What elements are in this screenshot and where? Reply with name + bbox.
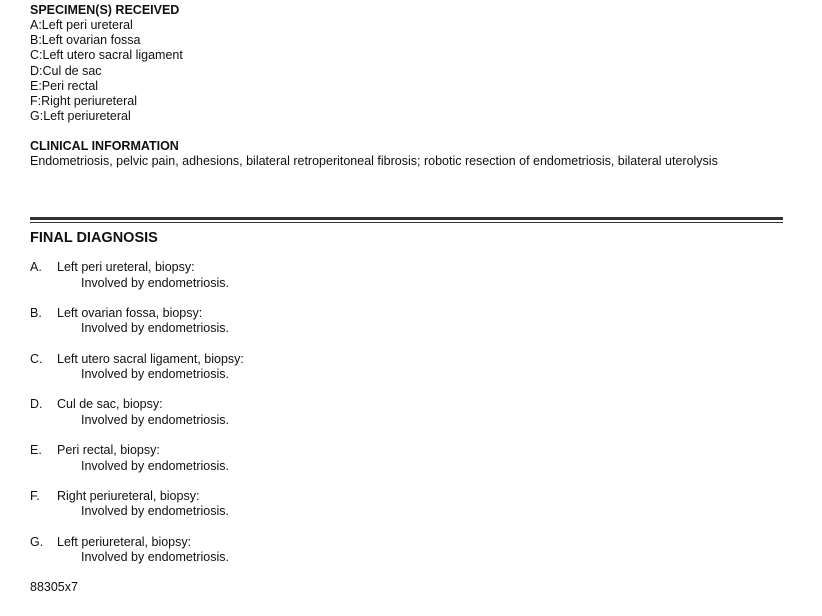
- diagnosis-letter: G.: [30, 534, 44, 549]
- diagnosis-result: Involved by endometriosis.: [81, 412, 229, 427]
- diagnosis-result: Involved by endometriosis.: [81, 321, 229, 336]
- diagnosis-site: Left peri ureteral, biopsy:: [57, 260, 195, 274]
- diagnosis-letter: D.: [30, 397, 43, 412]
- specimen-item: D:Cul de sac: [30, 63, 102, 78]
- diagnosis-letter: B.: [30, 305, 42, 320]
- billing-code: 88305x7: [30, 580, 78, 594]
- diagnosis-result: Involved by endometriosis.: [81, 504, 229, 519]
- specimen-item: C:Left utero sacral ligament: [30, 48, 183, 63]
- diagnosis-result: Involved by endometriosis.: [81, 458, 229, 473]
- section-divider: [30, 217, 783, 223]
- specimens-heading: SPECIMEN(S) RECEIVED: [30, 3, 180, 17]
- specimen-item: G:Left periureteral: [30, 109, 131, 124]
- final-diagnosis-heading: FINAL DIAGNOSIS: [30, 230, 158, 246]
- specimen-item: F:Right periureteral: [30, 94, 137, 109]
- diagnosis-letter: C.: [30, 351, 43, 366]
- diagnosis-result: Involved by endometriosis.: [81, 550, 229, 565]
- diagnosis-letter: E.: [30, 443, 42, 458]
- specimen-item: B:Left ovarian fossa: [30, 33, 141, 48]
- diagnosis-letter: F.: [30, 488, 40, 503]
- diagnosis-site: Left utero sacral ligament, biopsy:: [57, 351, 244, 366]
- diagnosis-site: Cul de sac, biopsy:: [57, 397, 163, 412]
- specimen-item: A:Left peri ureteral: [30, 18, 133, 32]
- diagnosis-site: Left ovarian fossa, biopsy:: [57, 305, 203, 320]
- diagnosis-result: Involved by endometriosis.: [81, 275, 229, 290]
- diagnosis-letter: A.: [30, 260, 42, 274]
- clinical-heading: CLINICAL INFORMATION: [30, 139, 179, 153]
- diagnosis-result: Involved by endometriosis.: [81, 367, 229, 382]
- diagnosis-site: Right periureteral, biopsy:: [57, 488, 200, 503]
- specimen-item: E:Peri rectal: [30, 78, 99, 93]
- diagnosis-site: Left periureteral, biopsy:: [57, 534, 192, 549]
- specimens-list: [30, 18, 183, 124]
- diagnosis-site: Peri rectal, biopsy:: [57, 443, 160, 458]
- clinical-text: Endometriosis, pelvic pain, adhesions, bilateral retroperitoneal fibrosis; robotic resection of endometriosis, bilateral uterolysis: [30, 154, 718, 168]
